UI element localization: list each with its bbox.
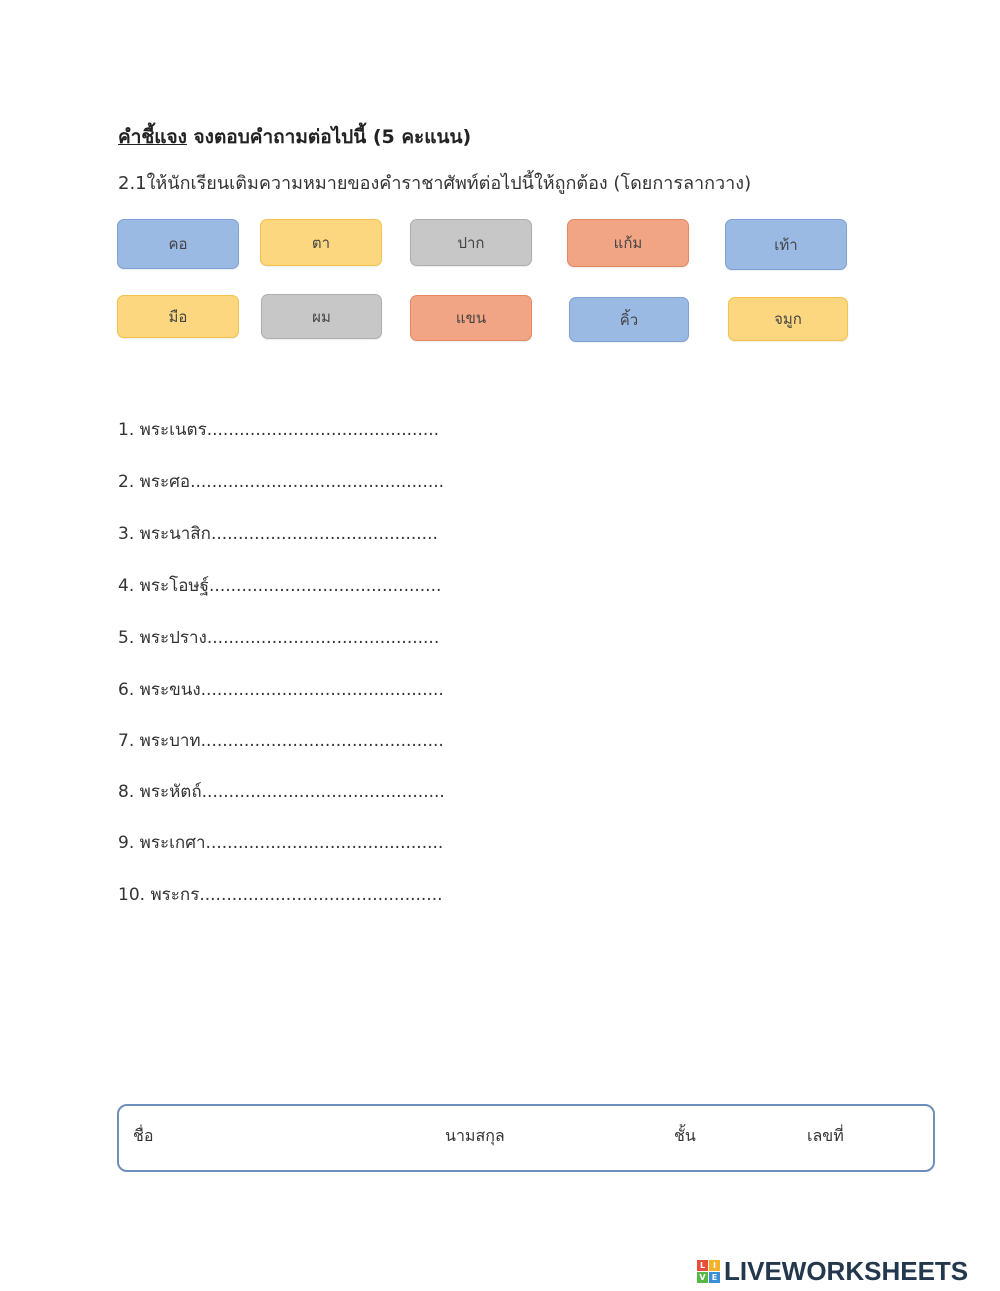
answer-blank[interactable]: ........................................... bbox=[206, 420, 440, 440]
word-chip-mouth[interactable] bbox=[410, 219, 532, 266]
question-prompt: 2.1ให้นักเรียนเติมความหมายของคำราชาศัพท์ต่อไปนี้ให้ถูกต้อง (โดยการลากวาง) bbox=[118, 173, 752, 194]
question-term: 3. พระนาสิก bbox=[118, 524, 211, 544]
answer-blank[interactable]: ........................................... bbox=[206, 628, 440, 648]
logo-mark-icon bbox=[697, 1260, 720, 1283]
word-chip-label: แขน bbox=[455, 309, 487, 327]
word-chip-label: คอ bbox=[168, 235, 188, 253]
question-term: 5. พระปราง bbox=[118, 628, 207, 648]
word-chip-label: มือ bbox=[168, 307, 188, 326]
question-item bbox=[118, 468, 444, 495]
word-chip-cheek[interactable] bbox=[567, 219, 689, 267]
question-item bbox=[118, 829, 443, 856]
first-name-label: ชื่อ bbox=[133, 1126, 154, 1145]
question-term: 2. พระศอ bbox=[118, 472, 191, 492]
number-label: เลขที่ bbox=[807, 1126, 844, 1145]
word-chip-label: ปาก bbox=[457, 233, 485, 252]
last-name-label: นามสกุล bbox=[445, 1126, 505, 1145]
word-chip-label: แก้ม bbox=[613, 234, 643, 252]
logo-text: LIVEWORKSHEETS bbox=[724, 1256, 969, 1286]
question-item bbox=[118, 727, 444, 754]
word-chip-foot[interactable] bbox=[725, 219, 847, 270]
question-term: 6. พระขนง bbox=[118, 680, 201, 700]
question-item bbox=[118, 881, 443, 908]
question-term: 4. พระโอษฐ์ bbox=[118, 576, 210, 596]
answer-blank[interactable]: ............................................. bbox=[200, 680, 444, 700]
question-term: 10. พระกร bbox=[118, 885, 200, 905]
question-item bbox=[118, 778, 445, 805]
answer-blank[interactable]: ............................................. bbox=[200, 731, 444, 751]
student-info-box bbox=[117, 1104, 935, 1172]
question-term: 7. พระบาท bbox=[118, 731, 201, 751]
answer-blank[interactable]: ............................................. bbox=[201, 782, 445, 802]
question-term: 8. พระหัตถ์ bbox=[118, 782, 202, 802]
answer-blank[interactable]: .......................................... bbox=[210, 524, 438, 544]
word-chip-arm[interactable] bbox=[410, 295, 532, 341]
answer-blank[interactable]: ............................................. bbox=[199, 885, 443, 905]
question-term: 1. พระเนตร bbox=[118, 420, 207, 440]
answer-blank[interactable]: ........................................... bbox=[209, 576, 442, 596]
word-chip-label: เท้า bbox=[774, 235, 798, 254]
logo-letter: I bbox=[709, 1260, 720, 1271]
question-item bbox=[118, 572, 441, 599]
word-chip-hair[interactable] bbox=[261, 294, 382, 339]
word-chip-eyebrow[interactable] bbox=[569, 297, 689, 342]
answer-blank[interactable]: ............................................ bbox=[205, 833, 444, 853]
word-chip-label: ตา bbox=[311, 233, 331, 252]
liveworksheets-logo bbox=[697, 1256, 968, 1287]
word-chip-nose[interactable] bbox=[728, 297, 848, 341]
question-item bbox=[118, 676, 444, 703]
question-item bbox=[118, 520, 438, 547]
instructions-label: คำชี้แจง bbox=[118, 126, 187, 148]
logo-letter: V bbox=[697, 1272, 708, 1283]
question-term: 9. พระเกศา bbox=[118, 833, 206, 853]
word-chip-label: ผม bbox=[312, 307, 331, 326]
word-chip-label: คิ้ว bbox=[619, 310, 639, 329]
answer-blank[interactable]: ............................................... bbox=[190, 472, 445, 492]
word-chip-eye[interactable] bbox=[260, 219, 382, 266]
instructions-heading bbox=[118, 122, 471, 152]
logo-letter: E bbox=[709, 1272, 720, 1283]
word-chip-label: จมูก bbox=[774, 310, 802, 328]
instructions-text: จงตอบคำถามต่อไปนี้ (5 คะแนน) bbox=[186, 126, 472, 148]
word-chip-hand[interactable] bbox=[117, 295, 239, 338]
class-label: ชั้น bbox=[674, 1126, 696, 1145]
question-item bbox=[118, 416, 439, 443]
logo-letter: L bbox=[697, 1260, 708, 1271]
word-chip-neck[interactable] bbox=[117, 219, 239, 269]
question-item bbox=[118, 624, 439, 651]
